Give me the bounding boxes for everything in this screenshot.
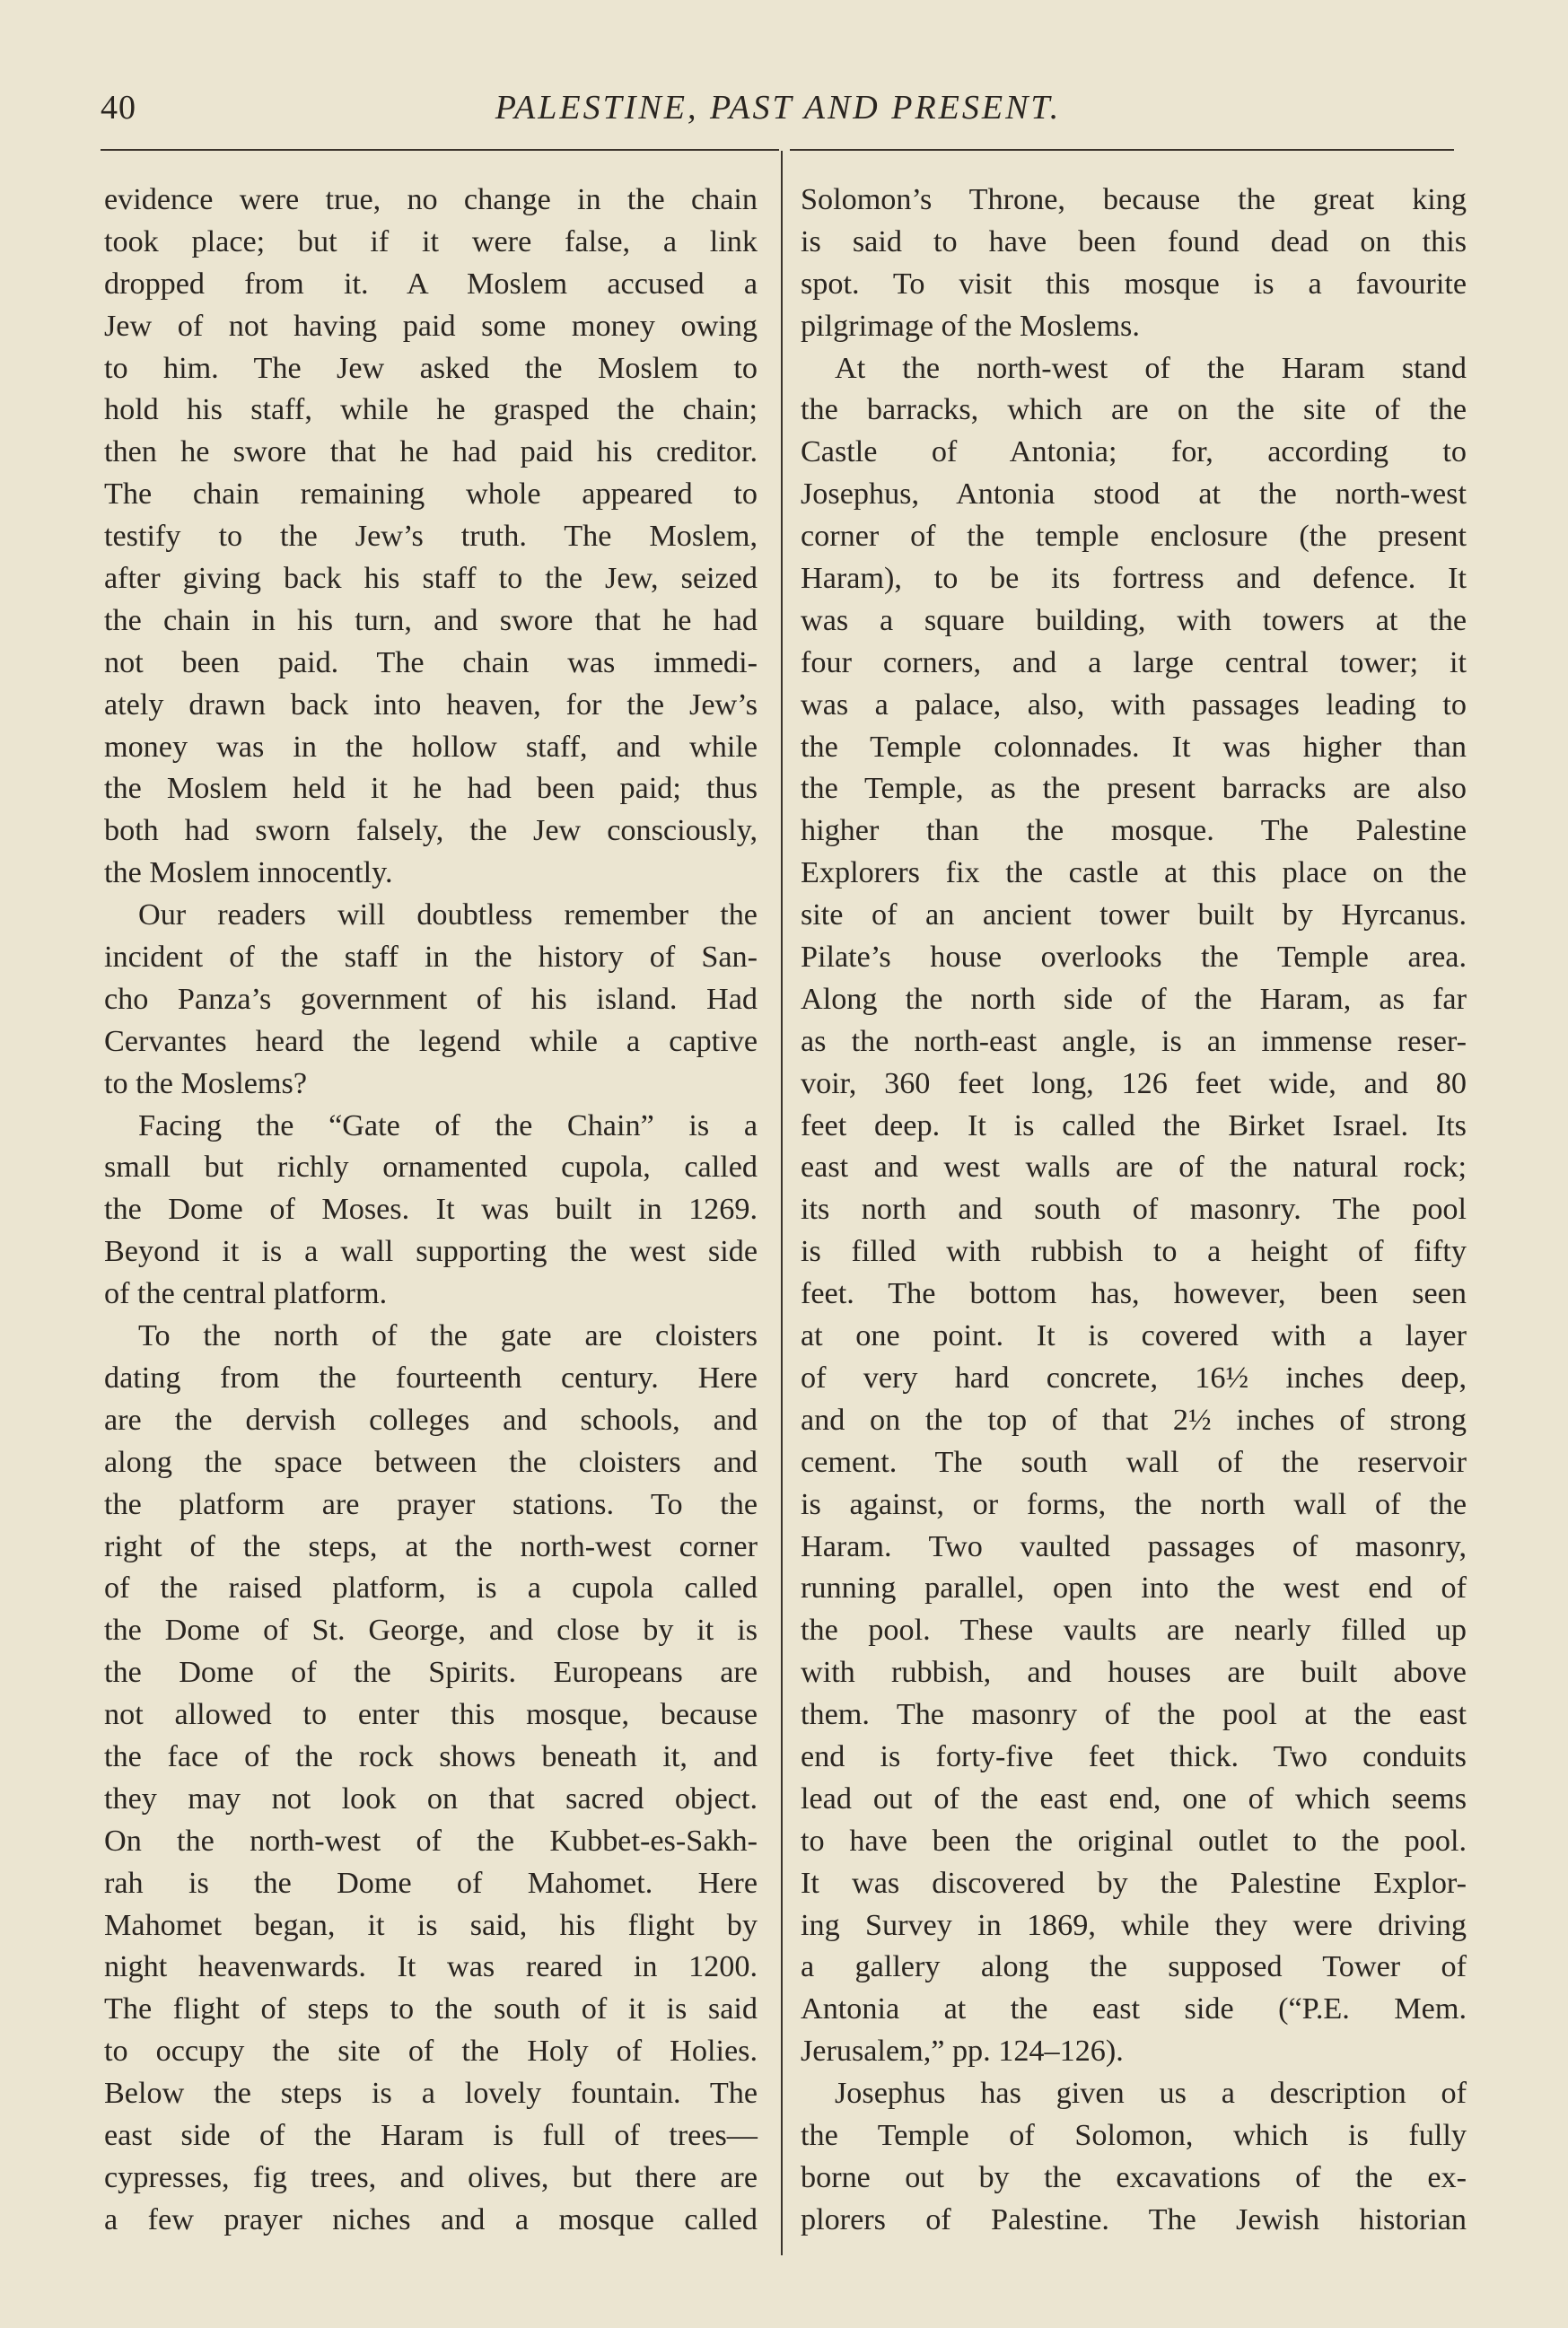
text-line: at one point. It is covered with a layer xyxy=(801,1319,1467,1353)
column-divider xyxy=(781,151,783,2255)
text-line: Facing the “Gate of the Chain” is a xyxy=(138,1108,758,1142)
text-line: lead out of the east end, one of which seems xyxy=(801,1781,1467,1816)
text-line: the Moslem held it he had been paid; thus xyxy=(104,772,758,806)
text-line: them. The masonry of the pool at the east xyxy=(801,1698,1467,1732)
text-line: a gallery along the supposed Tower of xyxy=(801,1950,1467,1984)
header-rule-left xyxy=(101,149,779,151)
header-rule-right xyxy=(790,149,1454,151)
running-title: PALESTINE, PAST AND PRESENT. xyxy=(495,89,1062,127)
text-line: cho Panza’s government of his island. Had xyxy=(104,982,758,1016)
text-line: the Dome of Moses. It was built in 1269. xyxy=(104,1193,758,1227)
text-line: Josephus, Antonia stood at the north-west xyxy=(801,477,1467,512)
text-line: of the central platform. xyxy=(104,1277,388,1311)
text-line: the chain in his turn, and swore that he had xyxy=(104,603,758,637)
text-line: Explorers fix the castle at this place on the xyxy=(801,856,1467,890)
text-line: the pool. These vaults are nearly filled up xyxy=(801,1614,1467,1648)
text-line: east side of the Haram is full of trees— xyxy=(104,2118,758,2152)
text-line: small but richly ornamented cupola, called xyxy=(104,1151,758,1185)
text-line: To the north of the gate are cloisters xyxy=(138,1319,758,1353)
text-line: site of an ancient tower built by Hyrcanus. xyxy=(801,898,1467,932)
text-line: Mahomet began, it is said, his flight by xyxy=(104,1908,758,1942)
text-line: ing Survey in 1869, while they were driving xyxy=(801,1908,1467,1942)
text-line: Below the steps is a lovely fountain. The xyxy=(104,2077,758,2111)
text-line: It was discovered by the Palestine Explor- xyxy=(801,1866,1467,1900)
text-line: not been paid. The chain was immedi- xyxy=(104,645,758,679)
page-number: 40 xyxy=(101,89,136,127)
text-line: right of the steps, at the north-west corner xyxy=(104,1529,758,1563)
text-line: borne out by the excavations of the ex- xyxy=(801,2160,1467,2194)
text-line: not allowed to enter this mosque, because xyxy=(104,1698,758,1732)
text-line: the Moslem innocently. xyxy=(104,856,393,890)
text-line: running parallel, open into the west end of xyxy=(801,1571,1467,1606)
text-line: higher than the mosque. The Palestine xyxy=(801,814,1467,848)
text-line: was a square building, with towers at the xyxy=(801,603,1467,637)
text-line: to the Moslems? xyxy=(104,1066,307,1100)
text-line: the face of the rock shows beneath it, and xyxy=(104,1739,758,1773)
text-line: along the space between the cloisters and xyxy=(104,1445,758,1479)
text-line: Jerusalem,” pp. 124–126). xyxy=(801,2035,1124,2069)
text-line: plorers of Palestine. The Jewish historian xyxy=(801,2202,1467,2236)
text-line: they may not look on that sacred object. xyxy=(104,1781,758,1816)
text-line: pilgrimage of the Moslems. xyxy=(801,309,1140,343)
page-header xyxy=(101,88,1456,142)
text-line: feet deep. It is called the Birket Israel. Its xyxy=(801,1108,1467,1142)
text-line: Antonia at the east side (“P.E. Mem. xyxy=(801,1992,1467,2026)
text-line: incident of the staff in the history of San- xyxy=(104,941,758,975)
text-line: cypresses, fig trees, and olives, but there are xyxy=(104,2160,758,2194)
left-column xyxy=(104,179,758,2242)
text-line: the Temple, as the present barracks are also xyxy=(801,772,1467,806)
text-line: its north and south of masonry. The pool xyxy=(801,1193,1467,1227)
text-line: of the raised platform, is a cupola called xyxy=(104,1571,758,1606)
text-line: the platform are prayer stations. To the xyxy=(104,1487,758,1521)
text-line: Pilate’s house overlooks the Temple area. xyxy=(801,941,1467,975)
right-column xyxy=(801,179,1467,2242)
text-line: took place; but if it were false, a link xyxy=(104,224,758,258)
text-line: as the north-east angle, is an immense reser- xyxy=(801,1024,1467,1058)
text-line: is filled with rubbish to a height of fifty xyxy=(801,1235,1467,1269)
text-line: feet. The bottom has, however, been seen xyxy=(801,1277,1467,1311)
text-line: both had sworn falsely, the Jew consciously, xyxy=(104,814,758,848)
text-line: to have been the original outlet to the pool. xyxy=(801,1824,1467,1858)
text-line: evidence were true, no change in the chain xyxy=(104,183,758,216)
text-line: cement. The south wall of the reservoir xyxy=(801,1445,1467,1479)
text-line: and on the top of that 2½ inches of strong xyxy=(801,1403,1467,1437)
text-line: the Dome of St. George, and close by it is xyxy=(104,1614,758,1648)
text-line: to occupy the site of the Holy of Holies. xyxy=(104,2035,758,2069)
text-line: was a palace, also, with passages leading to xyxy=(801,687,1467,722)
text-line: is against, or forms, the north wall of the xyxy=(801,1487,1467,1521)
text-line: the Temple colonnades. It was higher than xyxy=(801,730,1467,764)
text-line: Castle of Antonia; for, according to xyxy=(801,435,1467,469)
text-line: At the north-west of the Haram stand xyxy=(835,351,1467,385)
text-line: Haram. Two vaulted passages of masonry, xyxy=(801,1529,1467,1563)
text-line: then he swore that he had paid his creditor. xyxy=(104,435,758,469)
text-line: the Dome of the Spirits. Europeans are xyxy=(104,1656,758,1690)
text-line: Josephus has given us a description of xyxy=(835,2077,1467,2111)
text-line: to him. The Jew asked the Moslem to xyxy=(104,351,758,385)
text-line: east and west walls are of the natural rock; xyxy=(801,1151,1467,1185)
text-line: a few prayer niches and a mosque called xyxy=(104,2202,758,2236)
text-line: Jew of not having paid some money owing xyxy=(104,309,758,343)
text-line: Beyond it is a wall supporting the west side xyxy=(104,1235,758,1269)
text-line: Along the north side of the Haram, as far xyxy=(801,982,1467,1016)
text-line: Haram), to be its fortress and defence. It xyxy=(801,562,1467,596)
text-line: four corners, and a large central tower; it xyxy=(801,645,1467,679)
text-line: Our readers will doubtless remember the xyxy=(138,898,758,932)
text-line: Solomon’s Throne, because the great king xyxy=(801,183,1467,216)
text-line: are the dervish colleges and schools, and xyxy=(104,1403,758,1437)
text-line: night heavenwards. It was reared in 1200. xyxy=(104,1950,758,1984)
text-line: is said to have been found dead on this xyxy=(801,224,1467,258)
text-line: dropped from it. A Moslem accused a xyxy=(104,267,758,301)
text-line: ately drawn back into heaven, for the Jew’s xyxy=(104,687,758,722)
text-line: the Temple of Solomon, which is fully xyxy=(801,2118,1467,2152)
text-line: with rubbish, and houses are built above xyxy=(801,1656,1467,1690)
text-line: corner of the temple enclosure (the present xyxy=(801,520,1467,554)
text-line: spot. To visit this mosque is a favourite xyxy=(801,267,1467,301)
text-line: dating from the fourteenth century. Here xyxy=(104,1361,758,1395)
text-line: rah is the Dome of Mahomet. Here xyxy=(104,1866,758,1900)
text-line: money was in the hollow staff, and while xyxy=(104,730,758,764)
text-line: end is forty-five feet thick. Two conduits xyxy=(801,1739,1467,1773)
text-line: the barracks, which are on the site of the xyxy=(801,393,1467,427)
text-line: Cervantes heard the legend while a captive xyxy=(104,1024,758,1058)
text-line: voir, 360 feet long, 126 feet wide, and 80 xyxy=(801,1066,1467,1100)
text-line: testify to the Jew’s truth. The Moslem, xyxy=(104,520,758,554)
text-line: The flight of steps to the south of it is said xyxy=(104,1992,758,2026)
text-line: hold his staff, while he grasped the chain; xyxy=(104,393,758,427)
text-line: of very hard concrete, 16½ inches deep, xyxy=(801,1361,1467,1395)
text-line: On the north-west of the Kubbet-es-Sakh- xyxy=(104,1824,758,1858)
text-line: The chain remaining whole appeared to xyxy=(104,477,758,512)
text-line: after giving back his staff to the Jew, seized xyxy=(104,562,758,596)
